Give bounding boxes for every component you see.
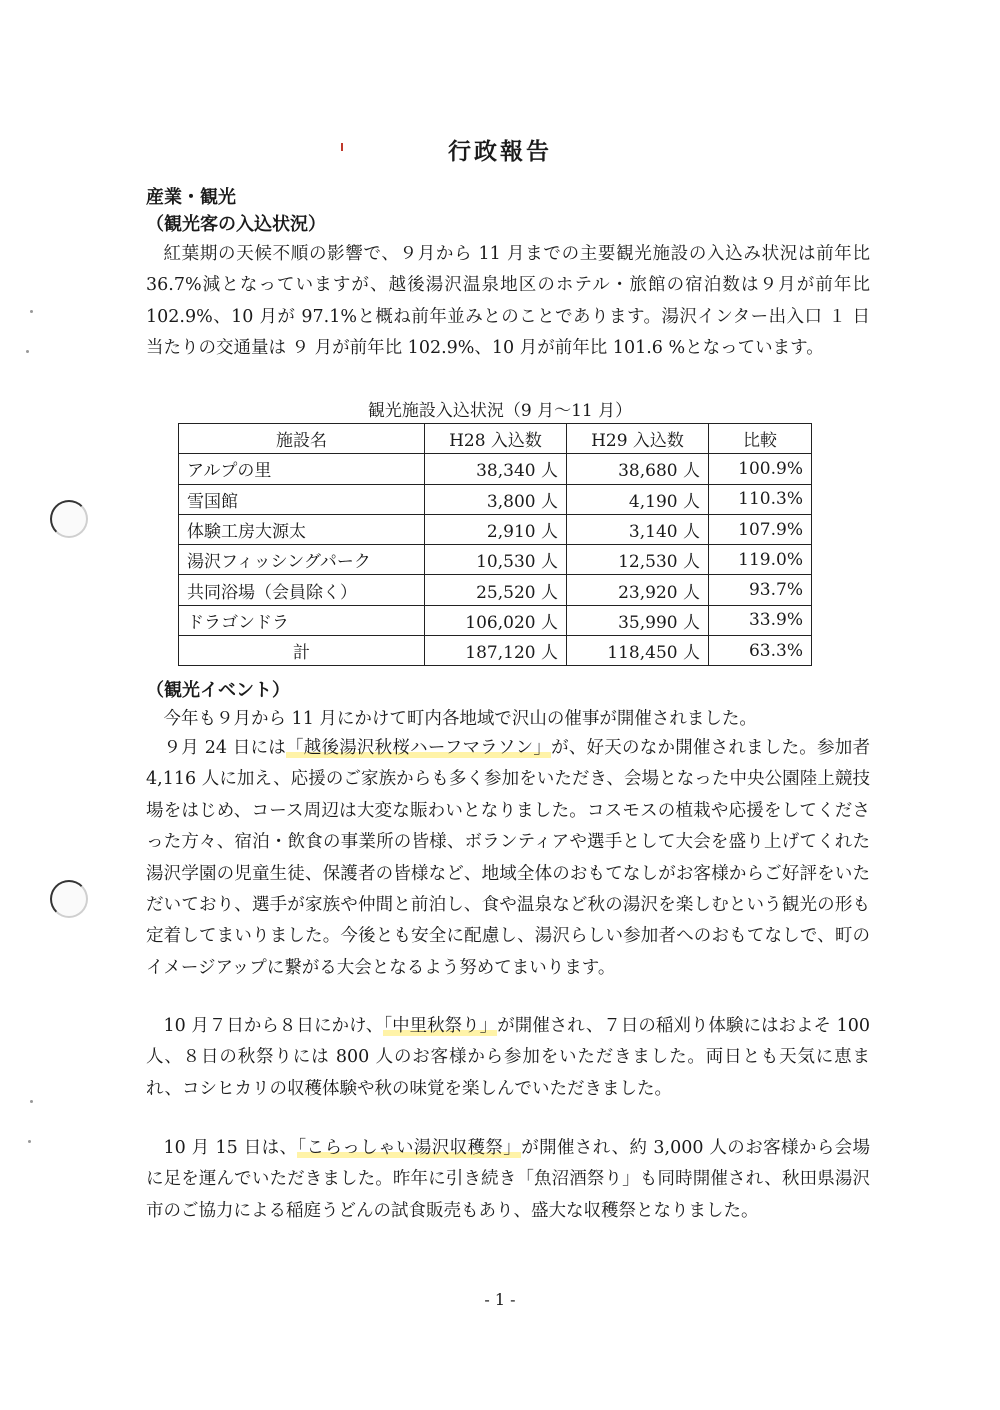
cell-name: 共同浴場（会員除く） [179, 575, 425, 605]
event-text: が開催され、約 3,000 人のお客様から会場に足を運んでいただきました。昨年に引き続き「魚沼酒祭り」も同時開催され、秋田県湯沢市のご協力による稲庭うどんの試食販売もあり、盛大な収穫祭となりました。 [146, 1138, 871, 1221]
cell-h29: 4,190 人 [567, 484, 709, 514]
event-text: ９月 24 日には [163, 738, 287, 758]
header-h29: H29 入込数 [567, 424, 709, 454]
table-row [179, 545, 812, 575]
event-text: が開催され、７日の稲刈り体験にはおよそ 100 人、８日の秋祭りには 800 人のお客様から参加をいただきました。両日とも天気に恵まれ、コシヒカリの収穫体験や秋の味覚を楽しんでいただきました。 [146, 1016, 871, 1099]
event-name-highlight: 「中里秋祭り」 [383, 1016, 498, 1036]
scan-speck [30, 310, 33, 313]
cell-name: アルプの里 [179, 454, 425, 484]
header-facility: 施設名 [179, 424, 425, 454]
event-harvest-paragraph [146, 1133, 870, 1227]
cell-h28: 10,530 人 [425, 545, 567, 575]
event-nakazato-paragraph [146, 1011, 870, 1105]
table-row [179, 514, 812, 544]
cell-ratio: 107.9% [709, 514, 812, 544]
facility-table [178, 423, 812, 666]
event-text: 10 月 15 日は、 [163, 1138, 298, 1158]
scan-speck [26, 350, 29, 353]
cell-name: 湯沢フィッシングパーク [179, 545, 425, 575]
cell-name: ドラゴンドラ [179, 605, 425, 635]
table-row [179, 575, 812, 605]
events-heading: （観光イベント） [146, 680, 290, 701]
scan-speck [28, 1140, 31, 1143]
cell-total-h28: 187,120 人 [425, 636, 567, 666]
cell-h28: 25,520 人 [425, 575, 567, 605]
cell-h28: 2,910 人 [425, 514, 567, 544]
table-header-row [179, 424, 812, 454]
event-text: が、好天のなか開催されました。参加者 4,116 人に加え、応援のご家族からも多く参加をいただき、会場となった中央公園陸上競技場をはじめ、コース周辺は大変な賑わいとなりました。コスモスの植栽や応援をしてくださった方々、宿泊・飲食の事業所の皆様、ボランティアや選手として大会を盛り上げてくれた湯沢学園の児童生徒、保護者の皆様など、地域全体のおもてなしがお客様からご好評をいただいており、選手が家族や仲間と前泊し、食や温泉など秋の湯沢を楽しむという観光の形も定着してまいりました。今後とも安全に配慮し、湯沢らしい参加者へのおもてなしで、町のイメージアップに繋がる大会となるよう努めてまいります。 [146, 738, 871, 978]
page-title: 行政報告 [448, 138, 552, 165]
cell-h28: 3,800 人 [425, 484, 567, 514]
cell-ratio: 110.3% [709, 484, 812, 514]
cell-h29: 38,680 人 [567, 454, 709, 484]
table-row [179, 454, 812, 484]
cell-h28: 106,020 人 [425, 605, 567, 635]
events-intro: 今年も９月から 11 月にかけて町内各地域で沢山の催事が開催されました。 [163, 709, 757, 729]
cell-h28: 38,340 人 [425, 454, 567, 484]
cell-name: 体験工房大源太 [179, 514, 425, 544]
cell-h29: 35,990 人 [567, 605, 709, 635]
header-h28: H28 入込数 [425, 424, 567, 454]
table-row [179, 605, 812, 635]
header-ratio: 比較 [709, 424, 812, 454]
cell-ratio: 119.0% [709, 545, 812, 575]
page-number: - 1 - [484, 1290, 516, 1309]
section-heading: 産業・観光 [146, 187, 236, 208]
binder-hole-upper [50, 500, 88, 538]
cell-ratio: 100.9% [709, 454, 812, 484]
cell-total-h29: 118,450 人 [567, 636, 709, 666]
cell-ratio: 33.9% [709, 605, 812, 635]
tourism-paragraph: 紅葉期の天候不順の影響で、９月から 11 月までの主要観光施設の入込み状況は前年比 36.7%減となっていますが、越後湯沢温泉地区のホテル・旅館の宿泊数は９月が前年比 102.9%、10 月が 97.1%と概ね前年並みとのことであります。湯沢インター出入口 １ 日当たりの交通量は ９ 月が前年比 102.9%、10 月が前年比 101.6 %となっています。 [146, 244, 870, 359]
cell-h29: 3,140 人 [567, 514, 709, 544]
table-row [179, 484, 812, 514]
cell-h29: 23,920 人 [567, 575, 709, 605]
event-name-highlight: 「こらっしゃい湯沢収穫祭」 [297, 1138, 522, 1158]
cell-ratio: 93.7% [709, 575, 812, 605]
cell-h29: 12,530 人 [567, 545, 709, 575]
table-caption: 観光施設入込状況（9 月～11 月） [367, 401, 633, 421]
event-name-highlight: 「越後湯沢秋桜ハーフマラソン」 [286, 738, 552, 758]
event-marathon-paragraph [146, 733, 870, 984]
tourism-heading: （観光客の入込状況） [146, 214, 326, 235]
event-text: 10 月７日から８日にかけ、 [163, 1016, 384, 1036]
table-total-row [179, 636, 812, 666]
scan-speck [30, 1100, 33, 1103]
cell-name: 雪国館 [179, 484, 425, 514]
binder-hole-lower [50, 880, 88, 918]
cell-total-ratio: 63.3% [709, 636, 812, 666]
cell-total-label: 計 [179, 636, 425, 666]
